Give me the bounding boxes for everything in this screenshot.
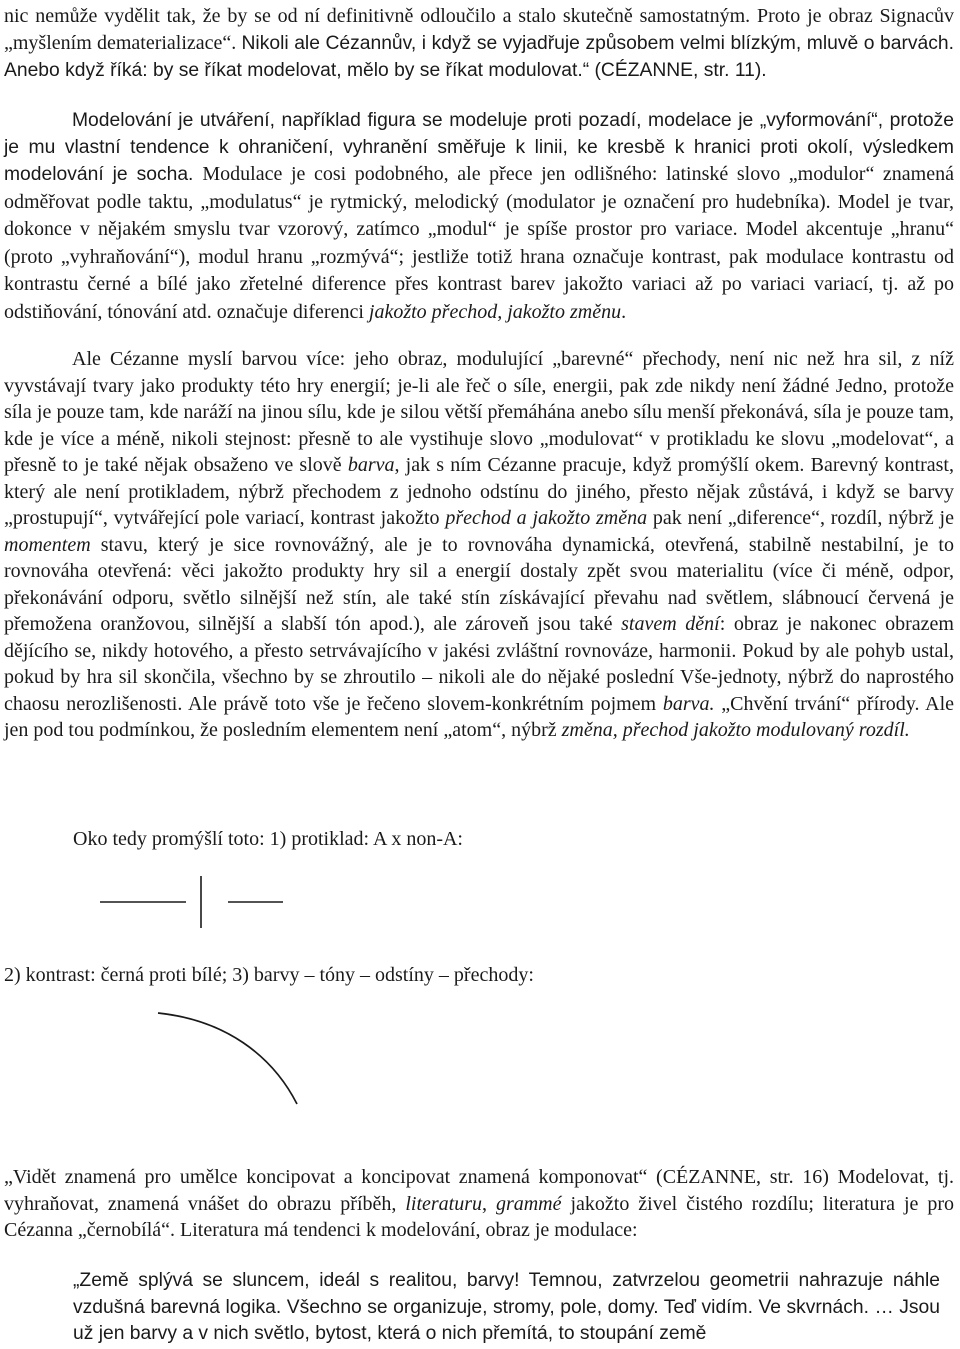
text-run: pak není „diference“, rozdíl, nýbrž je: [647, 507, 954, 529]
block-quote: „Země splývá se sluncem, ideál s realitou, barvy! Temnou, zatvrzelou geometrii nahrazuje náhle vzdušná barevná logika. Všechno se organizuje, stromy, pole, domy. Teď vidím. Ve skvrnách. … Jsou už jen barvy a v nich světlo, bytost, která o nich přemítá, to stoupání země: [73, 1270, 940, 1344]
paragraph-cezanne-barva: [4, 346, 954, 744]
paragraph-signac: [4, 3, 954, 85]
curve-line: [158, 1013, 297, 1104]
paragraph-modelovani: [4, 108, 954, 326]
italic-run: změna, přechod jakožto modulovaný rozdíl.: [561, 719, 910, 741]
italic-run: barva.: [662, 692, 715, 715]
text-run: Ale Cézanne myslí barvou více: jeho obraz, modulující „barevné“ přechody, není nic než hra sil, z níž vyvstávají tvary jako produkty této hry energií; je-li ale řeč o síle, energii, pak zde nikdy není žádné Jedno, protože síla je pouze tam, kde naráží na jinou sílu, kde je silou větší přemáhána anebo sílu menší překonává, síla je pouze tam, kde je více a méně, nikoli stejnost: přesně to ale vystihuje slovo „modulovat“ v protikladu ke slovu „modelovat“, a přesně to je také nějak obsaženo ve slově: [4, 348, 954, 476]
italic-run: přechod a jakožto změna: [445, 507, 648, 529]
text-run: „Chvění trvání“ přírody. Ale jen pod tou podmínkou, že posledním elementem není „atom“, nýbrž: [4, 692, 955, 741]
line-kontrast: 2) kontrast: černá proti bílé; 3) barvy – tóny – odstíny – přechody:: [4, 964, 534, 986]
text-run: Modelování je utváření, například figura se modeluje proti pozadí, modelace je „vyformování“, protože je mu vlastní tendence k ohraničení, vyhranění směřuje k linii, ke kresbě k hranici proti okolí, výsledkem modelování je socha.: [4, 110, 954, 185]
text-run: ,: [482, 1192, 496, 1215]
line-oko: Oko tedy promýšlí toto: 1) protiklad: A x non-A:: [73, 828, 463, 850]
text-run: „Vidět znamená pro umělce koncipovat a koncipovat znamená komponovat“ (CÉZANNE, str. 16) Modelovat, tj. vyhraňovat, znamená vnášet do obrazu příběh,: [4, 1166, 954, 1215]
paragraph-videt: [4, 1164, 954, 1244]
diagram-prechod-curve: [0, 1000, 320, 1110]
text-run: jakožto živel čistého rozdílu; literatura je pro Cézanna „černobílá“. Literatura má tendenci k modelování, obraz je modulace:: [4, 1192, 954, 1241]
italic-run: grammé: [495, 1192, 562, 1215]
italic-run: literaturu: [405, 1192, 482, 1215]
text-run: Nikoli ale Cézannův, i když se vyjadřuje způsobem velmi blízkým, mluvě o barvách. Anebo když říká: by se říkat modelovat, mělo by se říkat modulovat.“ (CÉZANNE, str. 11).: [4, 32, 954, 81]
text-run: nic nemůže vydělit tak, že by se od ní definitivně odloučilo a stalo skutečně samostatným. Proto je obraz Signacův „myšlením dematerializace“.: [4, 5, 954, 54]
text-run: .: [621, 300, 627, 323]
diagram-protiklad: [0, 866, 300, 936]
italic-run: stavem dění: [621, 613, 720, 635]
italic-run: barva: [347, 454, 395, 476]
text-run: , jak s ním Cézanne pracuje, když promýšlí okem. Barevný kontrast, který ale není protikladem, nýbrž přechodem z jednoho odstínu do jiného, přesto nějak zůstává, i když se barvy „prostupují“, vytvářející pole variací, kontrast jakožto: [4, 454, 954, 529]
text-run: Modulace je cosi podobného, ale přece jen odlišného: latinské slovo „modulor“ znamená odměřovat podle taktu, „modulatus“ je rytmický, melodický (modulator je označení pro hudebníka). Model je tvar, dokonce v nějakém smyslu tvar vzorový, zatímco „modul“ je spíše prostor pro variace. Model akcentuje „hranu“ (proto „vyhraňování“), modul hranu „rozmývá“; jestliže totiž hrana označuje kontrast, pak modulace kontrastu od kontrastu černé a bílé jako zřetelné diference přes kontrast barev jakožto variaci až po variaci variací, tj. až po odstiňování, tónování atd. označuje diferenci: [4, 163, 954, 323]
text-run: : obraz je nakonec obrazem dějícího se, nikdy hotového, a přesto setrvávajícího v jakési zvláštní rovnováze, harmonii. Pokud by ale pohyb ustal, pokud by hra sil skončila, všechno by se zhroutilo – nikoli ale do nějaké poslední Vše-jednoty, nýbrž do naprostého chaosu nerozlišenosti. Ale právě toto vše je řečeno slovem-konkrétním pojmem: [4, 613, 954, 715]
italic-run: jakožto přechod, jakožto změnu: [368, 300, 622, 323]
italic-run: momentem: [4, 533, 91, 556]
text-run: stavu, který je sice rovnovážný, ale je to rovnováha dynamická, otevřená, stabilně nestabilní, je to rovnováha otevřená: věci jakožto produkty hry sil a energií dostaly zpět svou materialitu (více či méně, odpor, překonávání odporu, světlo silnější než stín, ale také stín získávající převahu nad světlem, slábnoucí červená je přemožena oranžovou, silnější a slabší tón apod.), ale zároveň jsou také: [4, 533, 954, 635]
